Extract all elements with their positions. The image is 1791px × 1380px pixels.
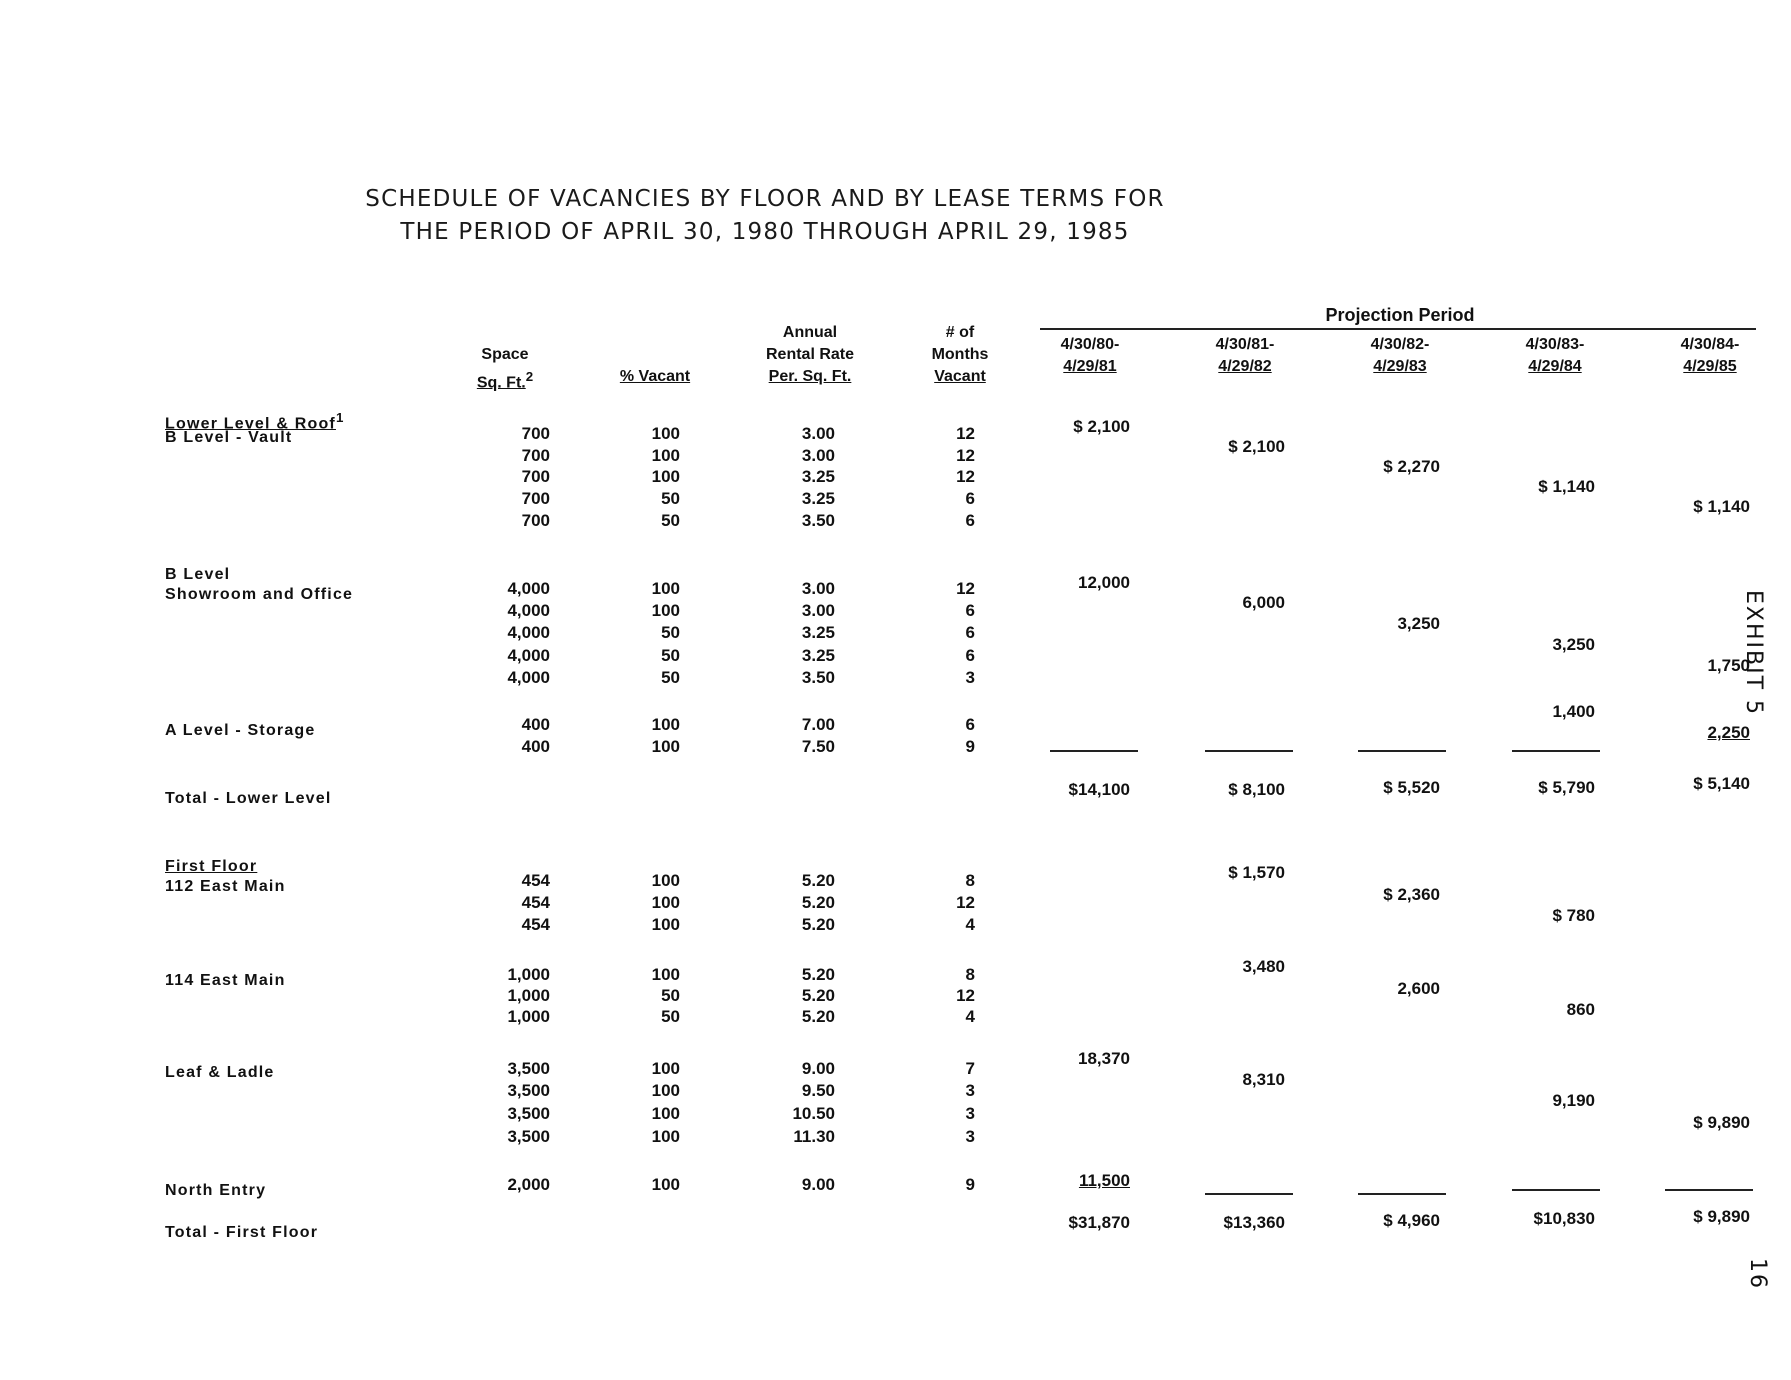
- total-cell: $ 4,960: [1383, 1211, 1440, 1230]
- header-space: Space Sq. Ft.$^2$: [476, 346, 534, 392]
- subtotal-rule: [1050, 750, 1138, 752]
- table-row: 1,000 50 5.20 12: [507, 986, 975, 1005]
- label-112-east-main: 112 East Main: [165, 878, 286, 895]
- amount-cell: 12,000: [1078, 573, 1130, 592]
- amount-cell: 860: [1566, 1000, 1595, 1019]
- table-row: 2,000 100 9.00 9: [507, 1175, 975, 1194]
- table-row: 1,000 50 5.20 4: [507, 1007, 975, 1026]
- subtotal-rule: [1205, 1193, 1293, 1195]
- amount-cell: 18,370: [1078, 1049, 1130, 1068]
- table-row: 4,000 50 3.50 3: [507, 668, 975, 687]
- label-showroom-office: Showroom and Office: [165, 586, 354, 603]
- table-row: 700 50 3.25 6: [521, 489, 975, 508]
- total-cell: $ 5,520: [1383, 778, 1440, 797]
- label-leaf-ladle: Leaf & Ladle: [165, 1064, 275, 1081]
- amount-cell: $ 1,140: [1693, 497, 1750, 516]
- section-lower-level-roof: Lower Level & Roof$^1$: [165, 410, 345, 433]
- amount-cell: $ 2,100: [1073, 417, 1130, 436]
- label-a-level-storage: A Level - Storage: [165, 722, 316, 739]
- table-row: 700 50 3.50 6: [521, 511, 975, 530]
- table-row: 700 100 3.00 12: [521, 424, 975, 443]
- amount-cell: $ 2,100: [1228, 437, 1285, 456]
- amount-cell: 2,250: [1707, 723, 1750, 742]
- header-period-4: 4/30/83- 4/29/84: [1525, 336, 1585, 375]
- subtotal-rule: [1358, 1193, 1446, 1195]
- table-row: 454 100 5.20 12: [521, 893, 975, 912]
- label-b-level-vault: B Level - Vault: [165, 429, 293, 446]
- amount-cell: 1,400: [1552, 702, 1595, 721]
- amount-cell: 1,750: [1707, 656, 1750, 675]
- label-114-east-main: 114 East Main: [165, 972, 286, 989]
- table-row: 3,500 100 11.30 3: [507, 1127, 975, 1146]
- page-number: 16: [1745, 1258, 1770, 1290]
- amount-cell: 9,190: [1552, 1091, 1595, 1110]
- label-total-first-floor: Total - First Floor: [165, 1224, 319, 1241]
- table-row: 700 100 3.25 12: [521, 467, 975, 486]
- total-cell: $14,100: [1068, 780, 1130, 799]
- table-row: 454 100 5.20 8: [521, 871, 975, 890]
- table-row: 4,000 50 3.25 6: [507, 623, 975, 642]
- total-cell: $10,830: [1533, 1209, 1595, 1228]
- subtotal-rule: [1665, 1189, 1753, 1191]
- amount-cell: 3,250: [1552, 635, 1595, 654]
- amount-cell: $ 1,140: [1538, 477, 1595, 496]
- table-row: 4,000 100 3.00 6: [507, 601, 975, 620]
- section-first-floor: First Floor: [165, 858, 258, 875]
- title-line-2: THE PERIOD OF APRIL 30, 1980 THROUGH APRIL 29, 1985: [400, 219, 1130, 245]
- amount-cell: $ 780: [1552, 906, 1595, 925]
- amount-cell: $ 2,270: [1383, 457, 1440, 476]
- total-cell: $ 5,140: [1693, 774, 1750, 793]
- header-months-vacant: # of Months Vacant: [931, 324, 989, 385]
- header-vacant: % Vacant: [619, 368, 691, 385]
- amount-cell: $ 1,570: [1228, 863, 1285, 882]
- amount-cell: $ 9,890: [1693, 1113, 1750, 1132]
- total-cell: $ 9,890: [1693, 1207, 1750, 1226]
- header-period-1: 4/30/80- 4/29/81: [1060, 336, 1120, 375]
- header-period-2: 4/30/81- 4/29/82: [1215, 336, 1275, 375]
- title-line-1: SCHEDULE OF VACANCIES BY FLOOR AND BY LEASE TERMS FOR: [365, 186, 1165, 212]
- amount-cell: 11,500: [1078, 1171, 1130, 1190]
- table-row: 400 100 7.50 9: [521, 737, 975, 756]
- table-row: 1,000 100 5.20 8: [507, 965, 975, 984]
- header-period-3: 4/30/82- 4/29/83: [1370, 336, 1430, 375]
- label-b-level: B Level: [165, 566, 231, 583]
- header-rental-rate: Annual Rental Rate Per. Sq. Ft.: [765, 324, 855, 385]
- total-cell: $ 8,100: [1228, 780, 1285, 799]
- document-title: [0, 183, 1530, 249]
- total-cell: $ 5,790: [1538, 778, 1595, 797]
- label-total-lower-level: Total - Lower Level: [165, 790, 332, 807]
- subtotal-rule: [1358, 750, 1446, 752]
- amount-cell: 3,480: [1242, 957, 1285, 976]
- subtotal-rule: [1512, 1189, 1600, 1191]
- subtotal-rule: [1205, 750, 1293, 752]
- table-row: 700 100 3.00 12: [521, 446, 975, 465]
- total-cell: $13,360: [1223, 1213, 1285, 1232]
- table-row: 3,500 100 10.50 3: [507, 1104, 975, 1123]
- table-row: 3,500 100 9.50 3: [507, 1081, 975, 1100]
- table-row: 3,500 100 9.00 7: [507, 1059, 975, 1078]
- amount-cell: 8,310: [1242, 1070, 1285, 1089]
- amount-cell: 6,000: [1242, 593, 1285, 612]
- exhibit-label: EXHIBIT 5: [1741, 590, 1766, 717]
- table-row: 4,000 100 3.00 12: [507, 579, 975, 598]
- amount-cell: $ 2,360: [1383, 885, 1440, 904]
- header-period-5: 4/30/84- 4/29/85: [1680, 336, 1740, 375]
- amount-cell: 3,250: [1397, 614, 1440, 633]
- total-cell: $31,870: [1068, 1213, 1130, 1232]
- projection-period-heading: Projection Period: [1325, 305, 1475, 325]
- amount-cell: 2,600: [1397, 979, 1440, 998]
- projection-period-rule: [1040, 328, 1756, 330]
- table-row: 400 100 7.00 6: [521, 715, 975, 734]
- label-north-entry: North Entry: [165, 1182, 267, 1199]
- table-row: 4,000 50 3.25 6: [507, 646, 975, 665]
- subtotal-rule: [1512, 750, 1600, 752]
- table-row: 454 100 5.20 4: [521, 915, 975, 934]
